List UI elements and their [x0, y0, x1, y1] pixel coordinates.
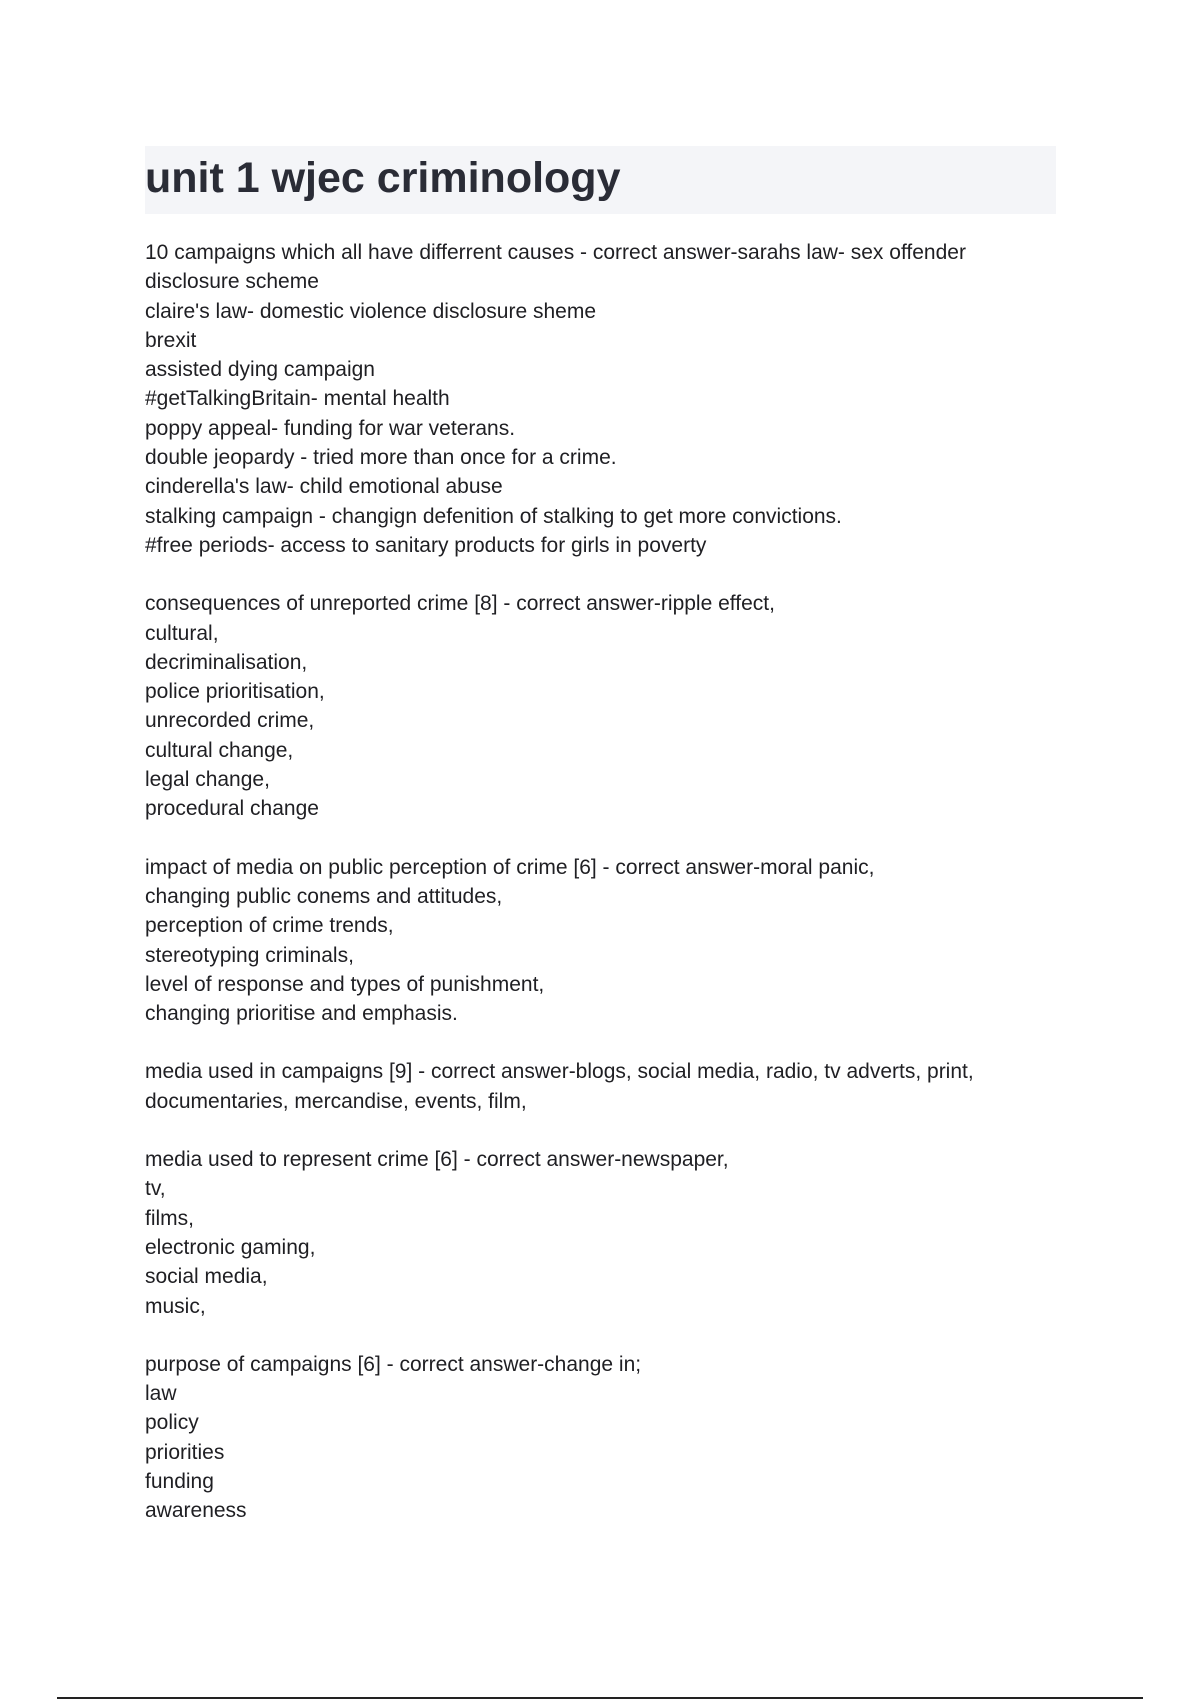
text-line: assisted dying campaign [145, 358, 375, 382]
text-line: awareness [145, 1499, 247, 1523]
text-line: documentaries, mercandise, events, film, [145, 1089, 527, 1113]
text-line: policy [145, 1411, 199, 1435]
text-line: brexit [145, 328, 197, 352]
text-line: perception of crime trends, [145, 914, 394, 938]
text-line: stereotyping criminals, [145, 943, 354, 967]
qa-block-unreported-crime [145, 589, 1075, 823]
text-line: poppy appeal- funding for war veterans. [145, 416, 516, 440]
text-line: purpose of campaigns [6] - correct answer-change in; [145, 1352, 642, 1376]
page-title: unit 1 wjec criminology [145, 154, 621, 202]
text-line: consequences of unreported crime [8] - correct answer-ripple effect, [145, 592, 775, 616]
text-line: police prioritisation, [145, 680, 325, 704]
text-line: unrecorded crime, [145, 709, 315, 733]
text-line: law [145, 1382, 177, 1406]
text-line: funding [145, 1469, 214, 1493]
qa-block-media-impact [145, 853, 1075, 1029]
footer-divider [57, 1697, 1143, 1699]
text-line: media used in campaigns [9] - correct answer-blogs, social media, radio, tv adverts, print, [145, 1060, 974, 1084]
qa-block-media-campaigns [145, 1057, 1075, 1116]
text-line: music, [145, 1294, 206, 1318]
text-line: changing prioritise and emphasis. [145, 1002, 458, 1026]
text-line: double jeopardy - tried more than once for a crime. [145, 446, 617, 470]
text-line: impact of media on public perception of crime [6] - correct answer-moral panic, [145, 855, 875, 879]
text-line: disclosure scheme [145, 270, 319, 294]
text-line: #free periods- access to sanitary products for girls in poverty [145, 533, 707, 557]
text-line: tv, [145, 1177, 166, 1201]
text-line: decriminalisation, [145, 650, 308, 674]
qa-block-purpose-campaigns [145, 1350, 1075, 1526]
text-line: stalking campaign - changign defenition of stalking to get more convictions. [145, 504, 842, 528]
text-line: cultural, [145, 621, 219, 645]
text-line: procedural change [145, 797, 319, 821]
qa-block-campaigns [145, 238, 1075, 560]
document-body [145, 238, 1075, 1555]
text-line: priorities [145, 1440, 225, 1464]
text-line: electronic gaming, [145, 1235, 316, 1259]
text-line: social media, [145, 1265, 268, 1289]
text-line: changing public conems and attitudes, [145, 884, 503, 908]
text-line: level of response and types of punishment, [145, 972, 545, 996]
title-band [145, 146, 1056, 214]
text-line: #getTalkingBritain- mental health [145, 387, 450, 411]
text-line: 10 campaigns which all have differrent causes - correct answer-sarahs law- sex offender [145, 241, 966, 264]
text-line: films, [145, 1206, 194, 1230]
text-line: claire's law- domestic violence disclosure sheme [145, 299, 597, 323]
qa-block-media-represent-crime [145, 1145, 1075, 1321]
text-line: legal change, [145, 768, 270, 792]
text-line: cinderella's law- child emotional abuse [145, 475, 503, 499]
text-line: cultural change, [145, 738, 294, 762]
text-line: media used to represent crime [6] - correct answer-newspaper, [145, 1148, 729, 1172]
